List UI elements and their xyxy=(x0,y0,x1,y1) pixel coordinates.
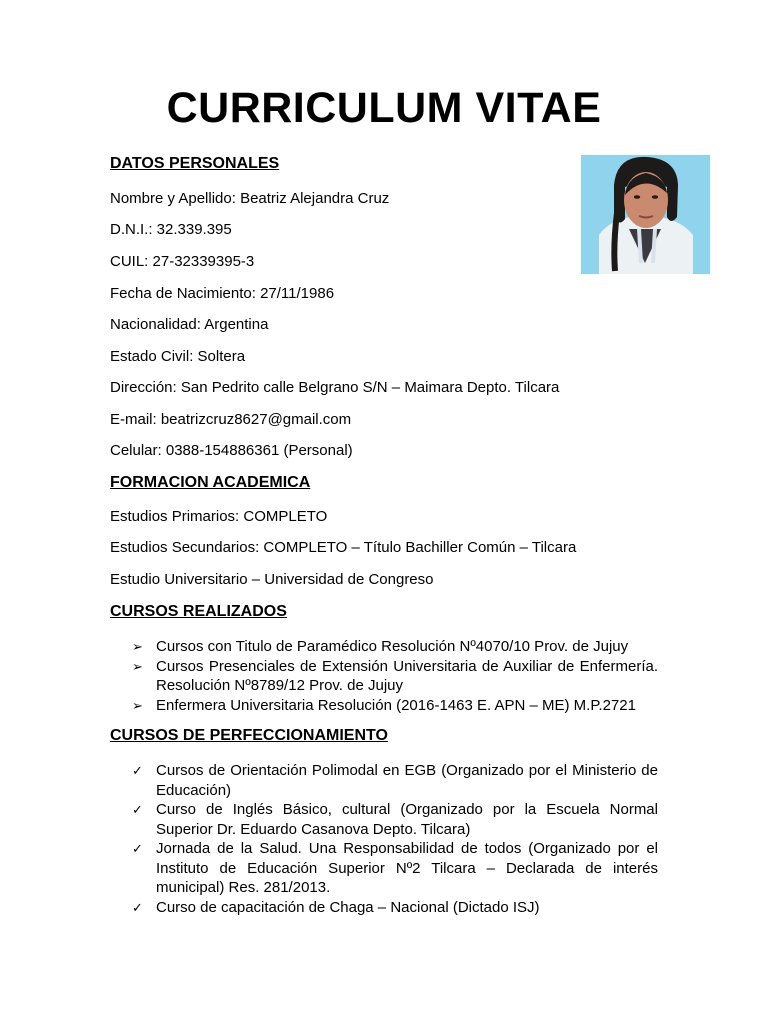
arrowhead-bullet-icon: ➢ xyxy=(132,697,143,713)
academic-primary: Estudios Primarios: COMPLETO xyxy=(110,508,328,525)
list-item xyxy=(110,761,658,800)
list-item-text: Cursos de Orientación Polimodal en EGB (Organizado por el Ministerio de Educación) xyxy=(156,762,658,799)
list-item xyxy=(110,657,658,696)
document-title: CURRICULUM VITAE xyxy=(166,84,602,132)
personal-dni: D.N.I.: 32.339.395 xyxy=(110,221,232,238)
list-item-text: Enfermera Universitaria Resolución (2016-1463 E. APN – ME) M.P.2721 xyxy=(156,696,636,714)
improvement-list xyxy=(110,761,658,917)
list-item-text: Jornada de la Salud. Una Responsabilidad de todos (Organizado por el Instituto de Educación Superior Nº2 Tilcara – Declarada de interés municipal) Res. 281/2013. xyxy=(156,840,658,896)
list-item-text: Cursos con Titulo de Paramédico Resolución Nº4070/10 Prov. de Jujuy xyxy=(156,638,629,655)
portrait-image xyxy=(581,155,710,274)
personal-nationality: Nacionalidad: Argentina xyxy=(110,316,269,333)
personal-email: E-mail: beatrizcruz8627@gmail.com xyxy=(110,411,352,428)
list-item xyxy=(110,696,658,716)
section-heading-personal-data: DATOS PERSONALES xyxy=(110,155,280,172)
courses-list xyxy=(110,637,658,715)
list-item-text: Cursos Presenciales de Extensión Universitaria de Auxiliar de Enfermería. Resolución Nº8789/12 Prov. de Jujuy xyxy=(156,657,658,694)
academic-university: Estudio Universitario – Universidad de Congreso xyxy=(110,571,434,588)
academic-secondary: Estudios Secundarios: COMPLETO – Título Bachiller Común – Tilcara xyxy=(110,539,577,556)
checkmark-bullet-icon: ✓ xyxy=(132,802,143,817)
list-item-text: Curso de Inglés Básico, cultural (Organizado por la Escuela Normal Superior Dr. Eduardo Casanova Depto. Tilcara) xyxy=(156,801,658,838)
section-heading-academic: FORMACION ACADEMICA xyxy=(110,474,311,491)
section-heading-improvement: CURSOS DE PERFECCIONAMIENTO xyxy=(110,727,388,744)
arrowhead-bullet-icon: ➢ xyxy=(132,639,143,654)
list-item xyxy=(110,800,658,839)
list-item xyxy=(110,898,658,918)
arrowhead-bullet-icon: ➢ xyxy=(132,658,143,674)
list-item xyxy=(110,839,658,898)
personal-civil-status: Estado Civil: Soltera xyxy=(110,348,246,365)
personal-phone: Celular: 0388-154886361 (Personal) xyxy=(110,442,353,459)
personal-cuil: CUIL: 27-32339395-3 xyxy=(110,253,255,270)
personal-birth-date: Fecha de Nacimiento: 27/11/1986 xyxy=(110,285,335,302)
checkmark-bullet-icon: ✓ xyxy=(132,899,143,915)
list-item xyxy=(110,637,658,657)
section-heading-courses: CURSOS REALIZADOS xyxy=(110,603,287,620)
checkmark-bullet-icon: ✓ xyxy=(132,841,143,856)
personal-address: Dirección: San Pedrito calle Belgrano S/N – Maimara Depto. Tilcara xyxy=(110,379,560,396)
personal-name: Nombre y Apellido: Beatriz Alejandra Cruz xyxy=(110,190,390,207)
list-item-text: Curso de capacitación de Chaga – Nacional (Dictado ISJ) xyxy=(156,898,540,916)
checkmark-bullet-icon: ✓ xyxy=(132,763,143,778)
profile-photo xyxy=(581,155,710,274)
